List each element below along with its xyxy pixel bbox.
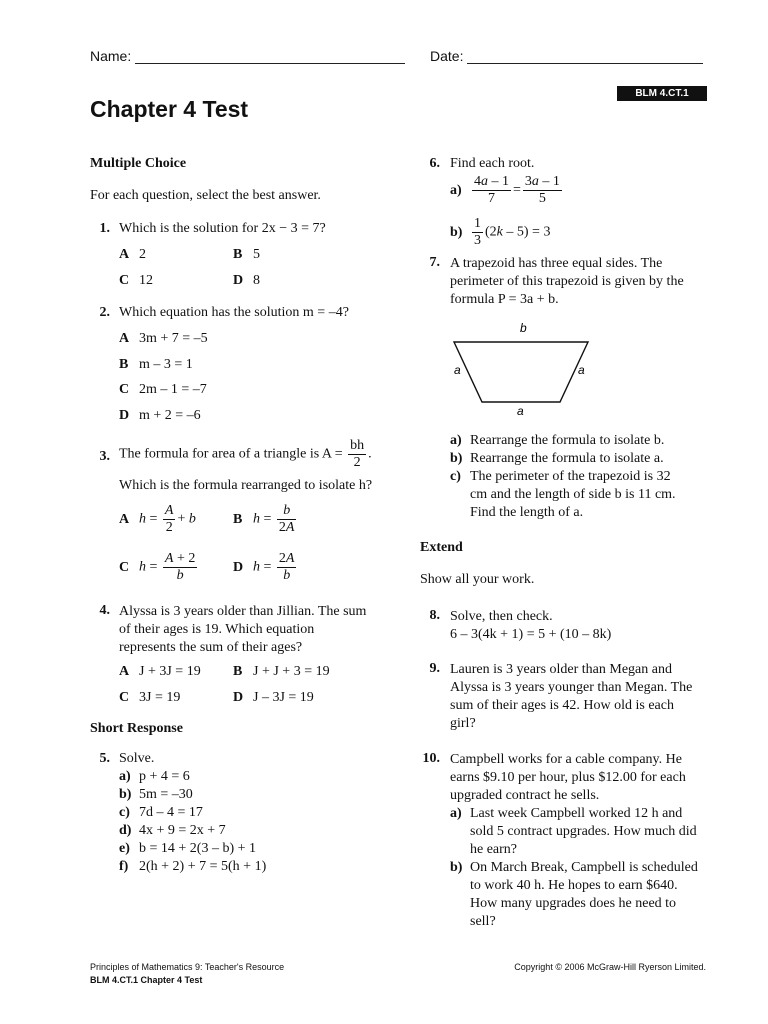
q9-number: 9.	[429, 661, 440, 676]
trapezoid-label-a-right: a	[578, 363, 585, 377]
q5-item-d: d) 4x + 9 = 2x + 7	[119, 823, 226, 838]
q2-text: Which equation has the solution m = –4?	[119, 305, 349, 320]
footer-blm: BLM 4.CT.1 Chapter 4 Test	[90, 975, 203, 985]
q5-item-a: a) p + 4 = 6	[119, 769, 190, 784]
q6-part-a: a) $\frac{4a - 1}{7}$ = $\frac{3a - 1}{5}$	[450, 174, 560, 206]
q4-option-a: A J + 3J = 19	[119, 664, 201, 679]
q3-text2: Which is the formula rearranged to isolate h?	[119, 478, 373, 493]
q5-item-c: c) 7d – 4 = 17	[119, 805, 203, 820]
q1-option-d: D 8	[233, 273, 260, 288]
q4-option-d: D J – 3J = 19	[233, 690, 314, 705]
q1-option-a: A 2	[119, 247, 146, 262]
q1-option-b: B 5	[233, 247, 260, 262]
q7-number: 7.	[429, 255, 440, 270]
q8-number: 8.	[429, 608, 440, 623]
q3-option-a: A h = $\frac{A}{2}$ + b	[119, 503, 196, 535]
trapezoid-shape	[454, 342, 588, 402]
mc-heading: Multiple Choice	[90, 156, 187, 171]
q2-option-d: D m + 2 = –6	[119, 408, 201, 423]
q7-text: A trapezoid has three equal sides. The perimeter of this trapezoid is given by the formula P = 3a + b.	[450, 256, 684, 307]
extend-heading: Extend	[420, 540, 463, 555]
q7-part-a: a) Rearrange the formula to isolate b.	[450, 433, 665, 448]
q7-part-b: b) Rearrange the formula to isolate a.	[450, 451, 664, 466]
trapezoid-figure	[448, 318, 596, 422]
q10-part-a: a) Last week Campbell worked 12 h and sold 5 contract upgrades. How much did he earn?	[450, 806, 697, 857]
q10-text: Campbell works for a cable company. He earns $9.10 per hour, plus $12.00 for each upgraded contract he sells.	[450, 752, 686, 803]
q3-option-c: C h = $\frac{A + 2}{b}$	[119, 551, 196, 583]
q8-text: Solve, then check. 6 – 3(4k + 1) = 5 + (10 – 8k)	[450, 609, 612, 642]
name-field: Name:	[90, 48, 405, 64]
q5-item-f: f) 2(h + 2) + 7 = 5(h + 1)	[119, 859, 267, 874]
trapezoid-label-b: b	[520, 321, 527, 335]
q1-number: 1.	[99, 221, 110, 236]
q7-part-c: c) The perimeter of the trapezoid is 32 cm and the length of side b is 11 cm. Find the length of a.	[450, 469, 676, 520]
mc-instructions: For each question, select the best answer.	[90, 188, 321, 203]
page-title: Chapter 4 Test	[90, 96, 249, 122]
q1-option-c: C 12	[119, 273, 153, 288]
q10-part-b: b) On March Break, Campbell is scheduled to work 40 h. He hopes to earn $640. How many upgrades does he need to sell?	[450, 860, 698, 929]
q6-text: Find each root.	[450, 156, 535, 171]
q7-parts	[450, 432, 708, 522]
trapezoid-label-a-bottom: a	[517, 404, 524, 418]
date-field: Date:	[430, 48, 703, 64]
q1-text: Which is the solution for 2x − 3 = 7?	[119, 221, 326, 236]
footer-copyright: Copyright © 2006 McGraw-Hill Ryerson Limited.	[514, 962, 706, 972]
q3-fraction: $\frac{bh}{2}$	[350, 438, 365, 470]
sr-heading: Short Response	[90, 721, 183, 736]
q6-part-b: b) $\frac{1}{3}$ (2k – 5) = 3	[450, 216, 551, 248]
q9-text: Lauren is 3 years older than Megan and Alyssa is 3 years younger than Megan. The sum of their ages is 42. How old is each girl?	[450, 662, 693, 731]
q4-option-c: C 3J = 19	[119, 690, 181, 705]
trapezoid-label-a-left: a	[454, 363, 461, 377]
q5-item-b: b) 5m = –30	[119, 787, 193, 802]
q4-option-b: B J + J + 3 = 19	[233, 664, 330, 679]
q4-number: 4.	[99, 603, 110, 618]
q3-text: The formula for area of a triangle is A = $\frac{bh}{2}$ .	[119, 438, 372, 470]
name-line	[135, 49, 405, 64]
date-line	[467, 49, 703, 64]
q5-list	[119, 768, 266, 876]
q10-parts	[450, 805, 708, 931]
q2-option-c: C 2m – 1 = –7	[119, 382, 207, 397]
q3-option-d: D h = $\frac{2A}{b}$	[233, 551, 295, 583]
q3-number: 3.	[99, 449, 110, 464]
q2-option-b: B m – 3 = 1	[119, 357, 193, 372]
q2-option-a: A 3m + 7 = –5	[119, 331, 208, 346]
q10-number: 10.	[422, 751, 440, 766]
blm-badge: BLM 4.CT.1	[617, 86, 707, 101]
footer-book-title: Principles of Mathematics 9: Teacher's Resource	[90, 962, 285, 972]
q2-number: 2.	[99, 305, 110, 320]
q4-text: Alyssa is 3 years older than Jillian. The sum of their ages is 19. Which equation represents the sum of their ages?	[119, 604, 367, 655]
q8-equation: 6 – 3(4k + 1) = 5 + (10 – 8k)	[450, 627, 612, 642]
q5-text: Solve.	[119, 751, 155, 766]
extend-instructions: Show all your work.	[420, 572, 535, 587]
q3-option-b: B h = $\frac{b}{2A}$	[233, 503, 295, 535]
q6-number: 6.	[429, 156, 440, 171]
q5-item-e: e) b = 14 + 2(3 – b) + 1	[119, 841, 257, 856]
q5-number: 5.	[99, 751, 110, 766]
